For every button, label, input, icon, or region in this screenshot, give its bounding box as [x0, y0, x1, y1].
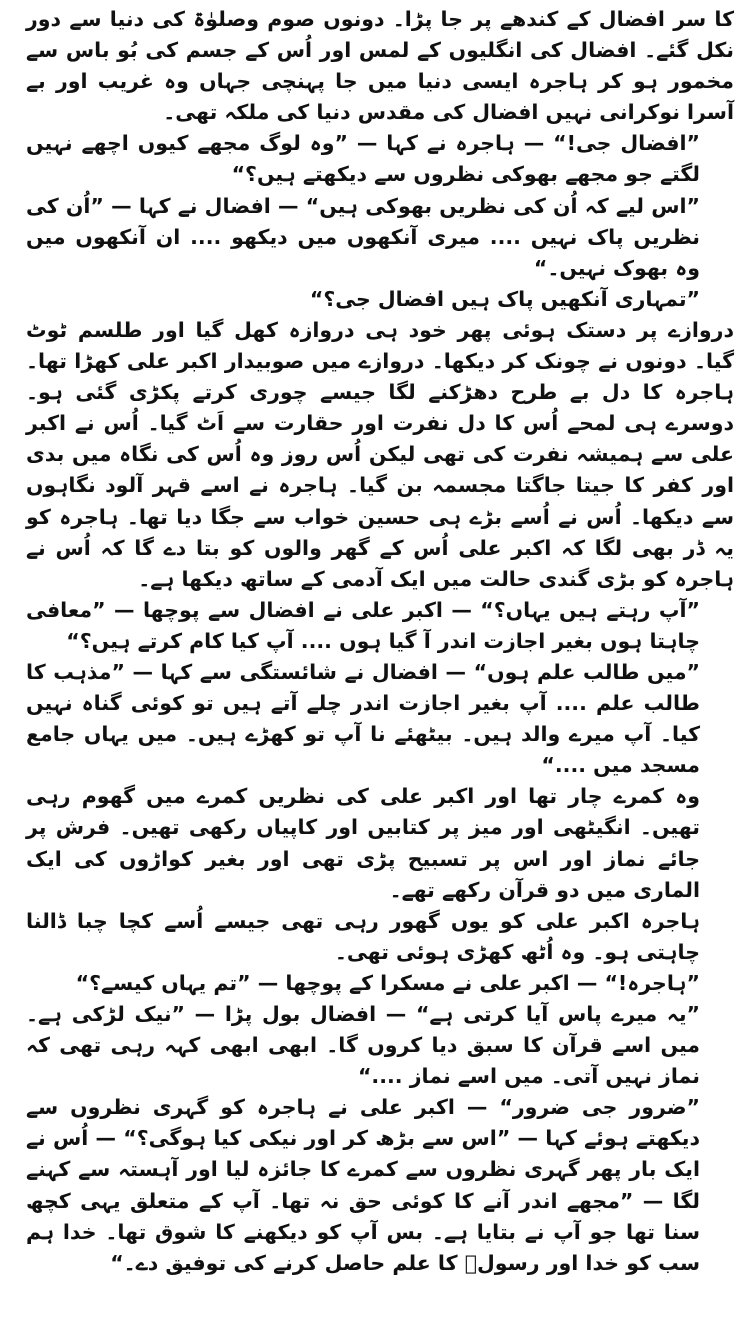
paragraph-11: ”یہ میرے پاس آیا کرتی ہے“ — افضال بول پڑا — ”نیک لڑکی ہے۔ میں اسے قرآن کا سبق دیا کروں گا۔ ابھی ابھی کہہ رہی تھی کہ نماز نہیں آتی۔ میں اسے نماز ....“ — [26, 1002, 700, 1089]
paragraph-12: ”ضرور جی ضرور“ — اکبر علی نے ہاجرہ کو گہری نظروں سے دیکھتے ہوئے کہا — ”اس سے بڑھ کر اور نیکی کیا ہوگی؟“ — اُس نے ایک بار پھر گہری نظروں سے کمرے کا جائزہ لیا اور آہستہ سے کہنے لگا — ”مجھے اندر آنے کا کوئی حق نہ تھا۔ آپ کے متعلق یہی کچھ سنا تھا جو آپ نے بتایا ہے۔ بس آپ کو دیکھنے کا شوق تھا۔ خدا ہم سب کو خدا اور رسولؐ کا علم حاصل کرنے کی توفیق دے۔“ — [26, 1095, 700, 1275]
paragraph-9: ہاجرہ اکبر علی کو یوں گھور رہی تھی جیسے اُسے کچا چبا ڈالنا چاہتی ہو۔ وہ اُٹھ کھڑی ہوئی تھی۔ — [26, 908, 700, 964]
paragraph-5: دروازے پر دستک ہوئی پھر خود ہی دروازہ کھل گیا اور طلسم ٹوٹ گیا۔ دونوں نے چونک کر دیکھا۔ دروازے میں صوبیدار اکبر علی کھڑا تھا۔ ہاجرہ کا دل بے طرح دھڑکنے لگا جیسے چوری کرتے پکڑی گئی ہو۔ دوسرے ہی لمحے اُس کا دل نفرت اور حقارت سے اَٹ گیا۔ اُس نے اکبر علی سے ہمیشہ نفرت کی تھی لیکن اُس روز وہ اُس کی نگاہ میں بدی اور کفر کا جیتا جاگتا مجسمہ بن گیا۔ ہاجرہ نے اسے قہر آلود نگاہوں سے دیکھا۔ اُس نے اُسے بڑے ہی حسین خواب سے جگا دیا تھا۔ ہاجرہ کو یہ ڈر بھی لگا کہ اکبر علی اُس کے گھر والوں کو بتا دے گا کہ اُس نے ہاجرہ کو بڑی گندی حالت میں ایک آدمی کے ساتھ دیکھا ہے۔ — [26, 317, 734, 591]
paragraph-4: ”تمہاری آنکھیں پاک ہیں افضال جی؟“ — [309, 286, 700, 311]
paragraph-8: وہ کمرے چار تھا اور اکبر علی کی نظریں کمرے میں گھوم رہی تھیں۔ انگیٹھی اور میز پر کتابیں اور کاپیاں رکھی تھیں۔ فرش پر جائے نماز اور اس پر تسبیح پڑی تھی اور بغیر کواڑوں کی ایک الماری میں دو قرآن رکھے تھے۔ — [26, 784, 700, 902]
paragraph-7: ”میں طالب علم ہوں“ — افضال نے شائستگی سے کہا — ”مذہب کا طالب علم .... آپ بغیر اجازت اندر چلے آتے ہیں تو کوئی گناہ نہیں کیا۔ آپ میرے والد ہیں۔ بیٹھئے نا آپ تو کھڑے ہیں۔ میں یہاں جامع مسجد میں ....“ — [26, 659, 700, 778]
paragraph-6: ”آپ رہتے ہیں یہاں؟“ — اکبر علی نے افضال سے پوچھا — ”معافی چاہتا ہوں بغیر اجازت اندر آ گیا ہوں .... آپ کیا کام کرتے ہیں؟“ — [26, 597, 700, 653]
paragraph-3: ”اس لیے کہ اُن کی نظریں بھوکی ہیں“ — افضال نے کہا — ”اُن کی نظریں پاک نہیں .... میری آنکھوں میں دیکھو .... ان آنکھوں میں وہ بھوک نہیں۔“ — [26, 193, 700, 280]
paragraph-2: ”افضال جی!“ — ہاجرہ نے کہا — ”وہ لوگ مجھے کیوں اچھے نہیں لگتے جو مجھے بھوکی نظروں سے دیکھتے ہیں؟“ — [26, 131, 700, 187]
paragraph-10: ”ہاجرہ!“ — اکبر علی نے مسکرا کے پوچھا — ”تم یہاں کیسے؟“ — [75, 970, 700, 995]
paragraph-1: کا سر افضال کے کندھے پر جا پڑا۔ دونوں صوم وصلوٰۃ کی دنیا سے دور نکل گئے۔ افضال کی انگلیوں کے لمس اور اُس کے جسم کی بُو باس سے مخمور ہو کر ہاجرہ ایسی دنیا میں جا پہنچی جہاں وہ غریب اور بے آسرا نوکرانی نہیں افضال کی مقدس دنیا کی ملکہ تھی۔ — [26, 7, 734, 125]
